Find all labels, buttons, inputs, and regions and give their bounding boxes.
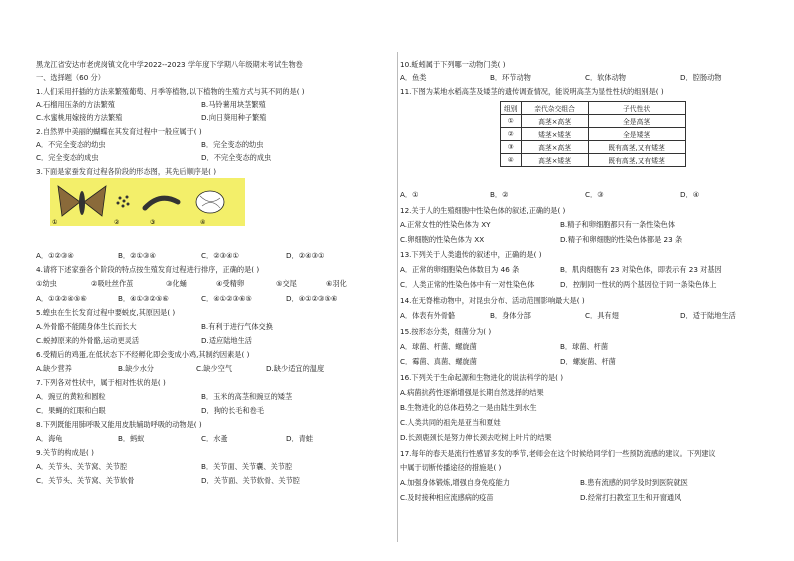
q15-option-c: C．霉菌、真菌、螺旋菌 [400,357,477,366]
q17-option-c: C.及时接种相应流感病的疫苗 [400,493,494,502]
table-cell: 既有高茎,又有矮茎 [588,154,685,167]
question-13: 13.下列关于人类遗传的叙述中，正确的是( ) [400,250,542,259]
q4-item-2: ②吸吐丝作茧 [91,279,134,288]
q2-option-b: B．完全变态的幼虫 [201,140,264,149]
q14-option-c: C．具有翅 [585,311,619,320]
question-9: 9.关节的构成是( ) [36,448,94,457]
table-cell: 既有高茎,又有矮茎 [588,141,685,154]
table-cell: ① [501,115,522,128]
q4-option-b: B．④①③②⑤⑥ [118,294,169,303]
q16-option-b: B.生物进化的总体趋势之一是由陆生到水生 [400,403,537,412]
q11-option-d: D．④ [680,190,700,199]
q5-option-d: D.适应陆地生活 [201,336,252,345]
q1-option-b: B.马铃薯用块茎繁殖 [201,100,266,109]
question-7: 7.下列各对性状中，属于相对性状的是( ) [36,378,166,387]
q4-option-a: A．①③②④⑤⑥ [36,294,87,303]
question-15: 15.按形态分类，细菌分为( ) [400,327,492,336]
table-row [501,141,686,154]
q3-option-a: A．①②③④ [36,251,74,260]
q4-option-c: C．④①②③⑥⑤ [201,294,252,303]
question-1: 1.人们采用扦插的方法来繁殖葡萄、月季等植物,以下植物的生殖方式与其不同的是( ) [36,87,305,96]
question-2: 2.自然界中美丽的蝴蝶在其发育过程中一般应属于( ) [36,127,202,136]
question-17-cont: 中属于切断传播途径的措施是( ) [400,463,502,472]
table-cell: 高茎×矮茎 [521,154,588,167]
table-cell: ③ [501,141,522,154]
table-row [501,128,686,141]
q1-option-c: C.水蜜桃用嫁接的方法繁殖 [36,113,123,122]
q5-option-c: C.蜕掉原来的外骨骼,运动更灵活 [36,336,140,345]
q4-item-4: ④受精卵 [216,279,245,288]
q16-option-a: A.病菌抗药性逐渐增强是长期自然选择的结果 [400,388,544,397]
q17-option-d: D.经常打扫教室卫生和开窗通风 [580,493,682,502]
q16-option-d: D.长颈鹿颈长是努力伸长颈去吃树上叶片的结果 [400,433,552,442]
section-title: 一、选择题（60 分） [36,73,105,82]
q14-option-d: D．适于陆地生活 [680,311,736,320]
table-cell: 全是高茎 [588,115,685,128]
table-header: 子代性状 [588,102,685,115]
question-3: 3.下面是家蚕发育过程各阶段的形态图，其先后顺序是( ) [36,167,217,176]
svg-text:②: ② [114,219,120,226]
q10-option-a: A．鱼类 [400,73,427,82]
q11-option-a: A．① [400,190,419,199]
q12-option-d: D.精子和卵细胞的性染色体都是 23 条 [560,235,683,244]
table-cell: 高茎×高茎 [521,141,588,154]
question-14: 14.在无脊椎动物中，对昆虫分布、活动范围影响最大是( ) [400,296,585,305]
column-divider [397,52,398,542]
question-4: 4.请将下述家蚕各个阶段的特点按生殖发育过程进行排序，正确的是( ) [36,265,260,274]
q8-option-b: B．蚂蚁 [118,434,145,443]
q11-option-c: C．③ [585,190,604,199]
table-row [501,115,686,128]
q4-option-d: D．④①②③⑤⑥ [286,294,338,303]
table-header: 组别 [501,102,522,115]
svg-text:①: ① [52,219,58,226]
q2-option-a: A．不完全变态的幼虫 [36,140,106,149]
q11-option-b: B．② [490,190,509,199]
q10-option-d: D．腔肠动物 [680,73,722,82]
q10-option-b: B．环节动物 [490,73,531,82]
q2-option-d: D．不完全变态的成虫 [201,153,272,162]
q17-option-b: B.患有流感的同学及时到医院就医 [580,478,688,487]
q10-option-c: C．软体动物 [585,73,626,82]
q13-option-b: B．肌肉细胞有 23 对染色体，即表示有 23 对基因 [560,265,722,274]
q7-option-b: B．玉米的高茎和豌豆的矮茎 [201,392,293,401]
question-8: 8.下列既能用肺呼吸又能用皮肤辅助呼吸的动物是( ) [36,420,202,429]
q12-option-c: C.卵细胞的性染色体为 XX [400,235,485,244]
q7-option-c: C．果蝇的红眼和白眼 [36,406,106,415]
svg-text:③: ③ [150,219,156,226]
q5-option-a: A.外骨骼不能随身体生长而长大 [36,322,137,331]
table-cell: 矮茎×矮茎 [521,128,588,141]
q13-option-d: D．控制同一性状的两个基因位于同一条染色体上 [560,280,717,289]
q14-option-b: B．身体分部 [490,311,531,320]
question-17: 17.每年的春天是流行性感冒多发的季节,老师会在这个时候给同学们一些预防流感的建议。下列建议 [400,449,716,458]
q4-item-5: ⑤交尾 [276,279,297,288]
q15-option-a: A．球菌、杆菌、螺旋菌 [400,342,477,351]
table-cell: 全是矮茎 [588,128,685,141]
q9-option-a: A．关节头、关节窝、关节腔 [36,462,128,471]
q15-option-b: B．球菌、杆菌 [560,342,609,351]
q8-option-d: D．青蛙 [286,434,314,443]
q6-option-c: C.缺少空气 [196,364,233,373]
genetics-table [500,101,686,167]
q5-option-b: B.有利于进行气体交换 [201,322,273,331]
q3-option-c: C．②③④① [201,251,239,260]
q9-option-d: D．关节面、关节软骨、关节腔 [201,476,300,485]
table-header-row [501,102,686,115]
q15-option-d: D．螺旋菌、杆菌 [560,357,616,366]
q7-option-d: D．狗的长毛和卷毛 [201,406,265,415]
q7-option-a: A．豌豆的黄粒和圆粒 [36,392,106,401]
question-11: 11.下图为某地水稻高茎及矮茎的遗传调查情况，能说明高茎为显性性状的组别是( ) [400,87,664,96]
q1-option-d: D.向日葵用种子繁殖 [201,113,267,122]
question-12: 12.关于人的生殖细胞中性染色体的叙述,正确的是( ) [400,206,566,215]
q3-option-b: B．②①③④ [118,251,156,260]
svg-text:④: ④ [200,219,206,226]
question-6: 6.受精后的鸡蛋,在低状态下不经孵化即会变成小鸡,其制约因素是( ) [36,350,250,359]
q6-option-a: A.缺少营养 [36,364,72,373]
q9-option-b: B．关节面、关节囊、关节腔 [201,462,293,471]
q13-option-a: A．正常的卵细胞染色体数目为 46 条 [400,265,520,274]
silkworm-stages-figure [50,178,245,226]
question-10: 10.蚯蚓属于下列哪一动物门类( ) [400,60,506,69]
table-cell: ② [501,128,522,141]
q16-option-c: C.人类共同的祖先是亚当和夏娃 [400,418,501,427]
q6-option-d: D.缺少适宜的温度 [266,364,325,373]
question-16: 16.下列关于生命起源和生物进化的说法科学的是( ) [400,373,564,382]
table-cell: ④ [501,154,522,167]
q8-option-a: A．海龟 [36,434,63,443]
q4-item-3: ③化蛹 [166,279,187,288]
q2-option-c: C．完全变态的成虫 [36,153,99,162]
q1-option-a: A.石榴用压条的方法繁殖 [36,100,115,109]
q4-item-1: ①幼虫 [36,279,57,288]
question-5: 5.蝗虫在生长发育过程中要蜕皮,其原因是( ) [36,308,176,317]
q17-option-a: A.加强身体锻炼,增强自身免疫能力 [400,478,510,487]
q12-option-a: A.正常女性的性染色体为 XY [400,220,491,229]
table-row [501,154,686,167]
q6-option-b: B.缺少水分 [118,364,154,373]
table-header: 亲代杂交组合 [521,102,588,115]
table-cell: 高茎×高茎 [521,115,588,128]
q4-item-6: ⑥羽化 [326,279,347,288]
q3-option-d: D．②④③① [286,251,325,260]
q8-option-c: C．水蚤 [201,434,228,443]
exam-title: 黑龙江省安达市老虎岗镇文化中学2022--2023 学年度下学期八年级期末考试生物卷 [36,60,303,69]
q13-option-c: C．人类正常的性染色体中有一对性染色体 [400,280,535,289]
q9-option-c: C．关节头、关节窝、关节软骨 [36,476,135,485]
q12-option-b: B.精子和卵细胞都只有一条性染色体 [560,220,676,229]
q14-option-a: A．体表有外骨骼 [400,311,456,320]
